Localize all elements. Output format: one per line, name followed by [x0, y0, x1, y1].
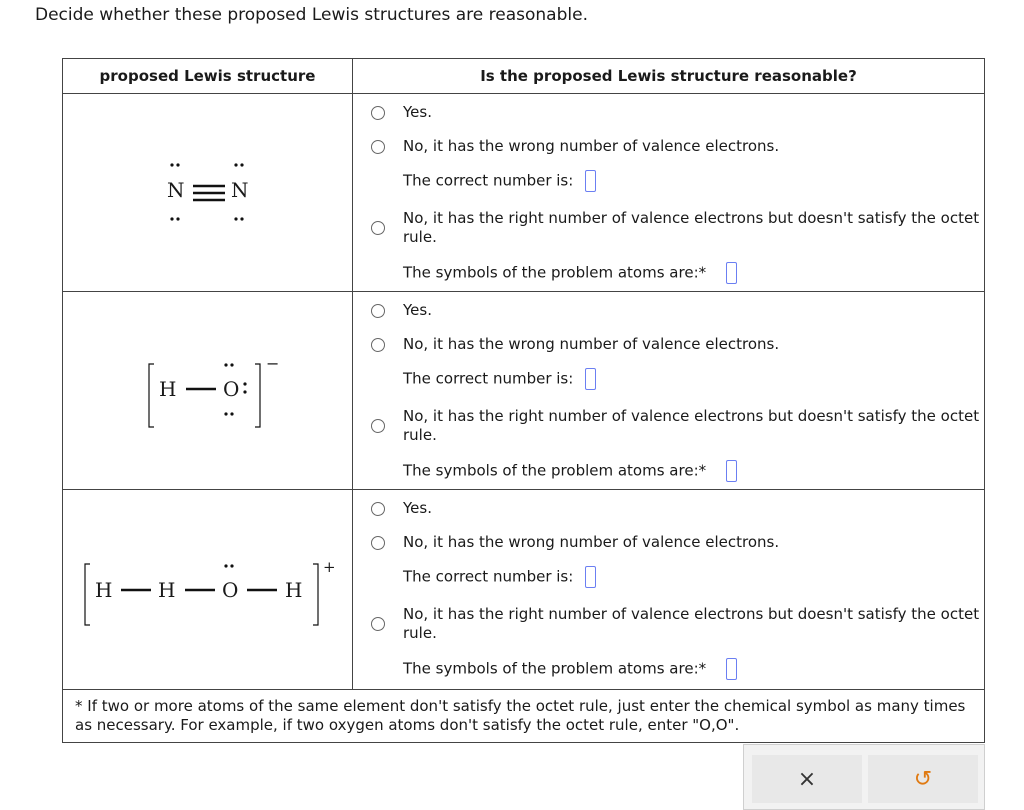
answer-cell: Yes. No, it has the wrong number of valence electrons. The correct number is: No, it has the right number of valence electrons but doesn't satisfy the octet rule. The symbols of the problem atoms are:*: [353, 94, 984, 291]
atom-h-3: H: [285, 578, 303, 602]
problem-atoms-input[interactable]: [726, 262, 737, 284]
correct-number-input[interactable]: [585, 170, 596, 192]
table-row: [63, 94, 984, 292]
problem-atoms-input[interactable]: [726, 658, 737, 680]
radio-yes[interactable]: [371, 106, 385, 120]
clear-button[interactable]: [752, 755, 862, 803]
atom-o: O: [223, 377, 240, 401]
radio-yes[interactable]: [371, 502, 385, 516]
atom-h-2: H: [158, 578, 176, 602]
correct-number-input[interactable]: [585, 368, 596, 390]
header-structure: proposed Lewis structure: [63, 59, 353, 94]
header-reasonable: Is the proposed Lewis structure reasonable?: [353, 59, 984, 94]
undo-icon: ↺: [913, 766, 933, 792]
charge-plus: +: [323, 558, 336, 576]
radio-wrong-valence[interactable]: [371, 140, 385, 154]
radio-wrong-valence[interactable]: [371, 338, 385, 352]
bond-lines: [63, 94, 353, 292]
structure-cell: [63, 292, 353, 489]
table-row: [63, 490, 984, 690]
radio-yes[interactable]: [371, 304, 385, 318]
answer-cell: Yes. No, it has the wrong number of valence electrons. The correct number is: No, it has the right number of valence electrons but doesn't satisfy the octet rule. The symbols of the problem atoms are:*: [353, 490, 984, 689]
atom-h: H: [159, 377, 177, 401]
answer-toolbar: [743, 744, 985, 810]
bond-lines: [63, 292, 353, 490]
radio-octet-rule[interactable]: [371, 221, 385, 235]
undo-button[interactable]: [868, 755, 978, 803]
structure-cell: [63, 94, 353, 291]
close-icon: ×: [797, 766, 817, 792]
lewis-table: [62, 58, 985, 743]
problem-atoms-input[interactable]: [726, 460, 737, 482]
atom-n-right: N: [231, 178, 249, 202]
structure-cell: [63, 490, 353, 689]
correct-number-input[interactable]: [585, 566, 596, 588]
radio-wrong-valence[interactable]: [371, 536, 385, 550]
radio-octet-rule[interactable]: [371, 419, 385, 433]
atom-n-left: N: [167, 178, 185, 202]
atom-h-1: H: [95, 578, 113, 602]
atom-o: O: [222, 578, 239, 602]
charge-minus: −: [266, 354, 280, 373]
page-prompt: Decide whether these proposed Lewis structures are reasonable.: [35, 5, 588, 25]
table-row: [63, 292, 984, 490]
octet-footnote: * If two or more atoms of the same element don't satisfy the octet rule, just enter the chemical symbol as many times as necessary. For example, if two oxygen atoms don't satisfy the octet rule, enter "O,O".: [75, 697, 966, 734]
radio-octet-rule[interactable]: [371, 617, 385, 631]
answer-cell: Yes. No, it has the wrong number of valence electrons. The correct number is: No, it has the right number of valence electrons but doesn't satisfy the octet rule. The symbols of the problem atoms are:*: [353, 292, 984, 489]
bond-lines: [63, 490, 353, 690]
